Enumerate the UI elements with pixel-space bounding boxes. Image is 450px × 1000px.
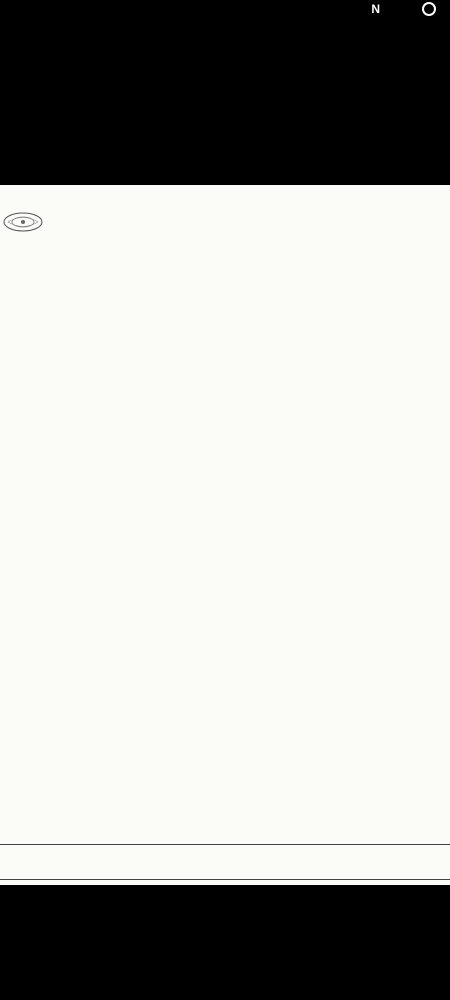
emblem-icon	[2, 211, 44, 233]
status-bar	[0, 0, 450, 26]
divider	[0, 879, 450, 880]
divider	[0, 844, 450, 845]
nfc-icon: N	[371, 2, 380, 16]
registration-certificate	[0, 185, 450, 885]
battery-icon	[422, 2, 436, 16]
status-right	[371, 2, 442, 16]
